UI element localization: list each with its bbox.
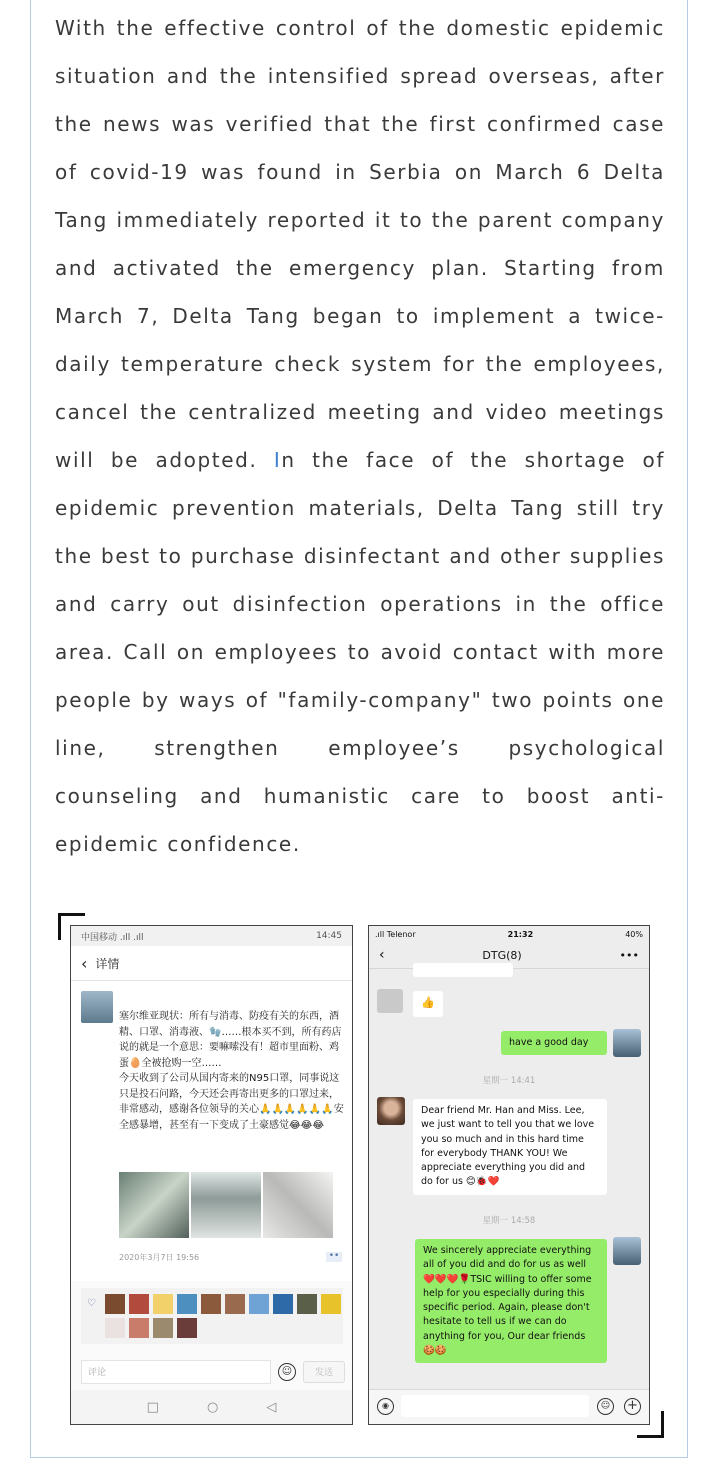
status-time: 21:32 [507,929,534,939]
liker-avatar[interactable] [273,1294,293,1314]
photo-thumbnail[interactable] [191,1172,261,1238]
heart-icon: ♡ [87,1298,96,1309]
comment-input[interactable]: 评论 [81,1360,271,1384]
liker-avatar[interactable] [153,1318,173,1338]
status-time: 14:45 [316,931,342,941]
emoji-icon[interactable]: ☺ [597,1398,614,1415]
liker-avatar[interactable] [105,1294,125,1314]
more-icon[interactable]: ••• [619,948,639,962]
liker-avatar[interactable] [321,1294,341,1314]
nav-bar [71,946,352,981]
message-bubble-outgoing: We sincerely appreciate everything all of you did and do for us as well ❤️❤️❤️🌹TSIC willing to offer some help for you especially during this specific period. Again, please don't hesitate to tell us if we can do anything for you, Our dear friends 🍪🍪 [415,1239,607,1363]
likes-panel [81,1288,343,1344]
liker-avatar[interactable] [129,1318,149,1338]
liker-avatar[interactable] [129,1294,149,1314]
message-bubble-outgoing: have a good day [501,1031,607,1055]
chat-title: DTG(8) [482,948,522,962]
home-icon[interactable]: ○ [206,1399,219,1415]
back-icon[interactable]: ◁ [266,1399,277,1415]
status-carrier: .ıll Telenor [375,929,416,939]
photo-thumbnail[interactable] [263,1172,333,1238]
chat-timestamp: 星期一 14:41 [482,1076,536,1086]
message-bubble-partial [413,963,513,977]
my-avatar[interactable] [613,1029,641,1057]
status-bar [71,926,352,946]
chat-timestamp: 星期一 14:58 [482,1216,536,1226]
message-sticker: 👍 [413,991,443,1017]
system-nav-bar [71,1390,352,1424]
liker-avatar[interactable] [177,1318,197,1338]
message-bubble-incoming: Dear friend Mr. Han and Miss. Lee, we just want to tell you that we love you so much and in this hard time for everybody THANK YOU! We appreciate everything you did and do for us 😊🐞❤️ [413,1099,607,1195]
chat-input-bar [369,1389,649,1424]
text-cursor: I [273,448,282,472]
liker-avatar[interactable] [249,1294,269,1314]
voice-icon[interactable]: ◉ [377,1398,394,1415]
screenshot-group-chat [368,925,650,1425]
liker-avatar[interactable] [297,1294,317,1314]
avatar[interactable] [81,991,113,1023]
message-input[interactable] [401,1395,589,1417]
more-actions-button[interactable]: •• [326,1252,342,1262]
article-paragraph [55,4,665,868]
sender-avatar[interactable] [377,1097,405,1125]
sender-avatar[interactable] [377,989,403,1013]
photo-thumbnail[interactable] [119,1172,189,1238]
back-chevron-icon[interactable]: ‹ [379,947,385,963]
liker-avatar[interactable] [177,1294,197,1314]
status-carrier: 中国移动 .ıll .ıll [81,932,144,943]
chat-messages [369,969,649,1393]
recents-icon[interactable]: □ [146,1399,159,1415]
send-button[interactable]: 发送 [303,1361,345,1383]
liker-avatar[interactable] [225,1294,245,1314]
plus-icon[interactable]: + [624,1398,641,1415]
post-photos [119,1172,333,1238]
nav-title: 详情 [95,956,120,971]
emoji-icon[interactable]: ☺ [278,1363,296,1381]
article-body [55,4,665,868]
liker-avatar[interactable] [153,1294,173,1314]
screenshot-moments-post [70,925,353,1425]
paragraph-part-1: With the effective control of the domestic epidemic situation and the intensified spread overseas, after the news was verified that the first confirmed case of covid-19 was found in Serbia on March 6 Delta Tang immediately reported it to the parent company and activated the emergency plan. Starting from March 7, Delta Tang began to implement a twice-daily temperature check system for the employees, cancel the centralized meeting and video meetings will be adopted. [55,16,665,472]
liker-avatar[interactable] [201,1294,221,1314]
post-timestamp: 2020年3月7日 19:56 [119,1253,200,1262]
liker-avatar[interactable] [105,1318,125,1338]
paragraph-part-2: n the face of the shortage of epidemic prevention materials, Delta Tang still try the best to purchase disinfectant and other supplies and carry out disinfection operations in the office area. Call on employees to avoid contact with more people by ways of "family-company" two points one line, strengthen employee’s psychological counseling and humanistic care to boost anti-epidemic confidence. [55,448,666,856]
post-text: 塞尔维亚现状：所有与消毒、防疫有关的东西，酒精、口罩、消毒液、🧤……根本买不到，所有药店说的就是一个意思：要嘛嗦没有！超市里面粉、鸡蛋🥚全被抢购一空…… 今天收到了公司从国内寄来的N95口罩，同事说这只是投石问路，今天还会再寄出更多的口罩过来，非常感动，感谢各位领导的关心🙏🙏🙏🙏🙏🙏安全感暴增，甚至有一下变成了土豪感觉😂😂😂 [119,1011,344,1131]
status-battery: 40% [625,929,643,939]
my-avatar[interactable] [613,1237,641,1265]
back-chevron-icon[interactable]: ‹ [81,953,88,973]
status-bar [369,926,649,942]
